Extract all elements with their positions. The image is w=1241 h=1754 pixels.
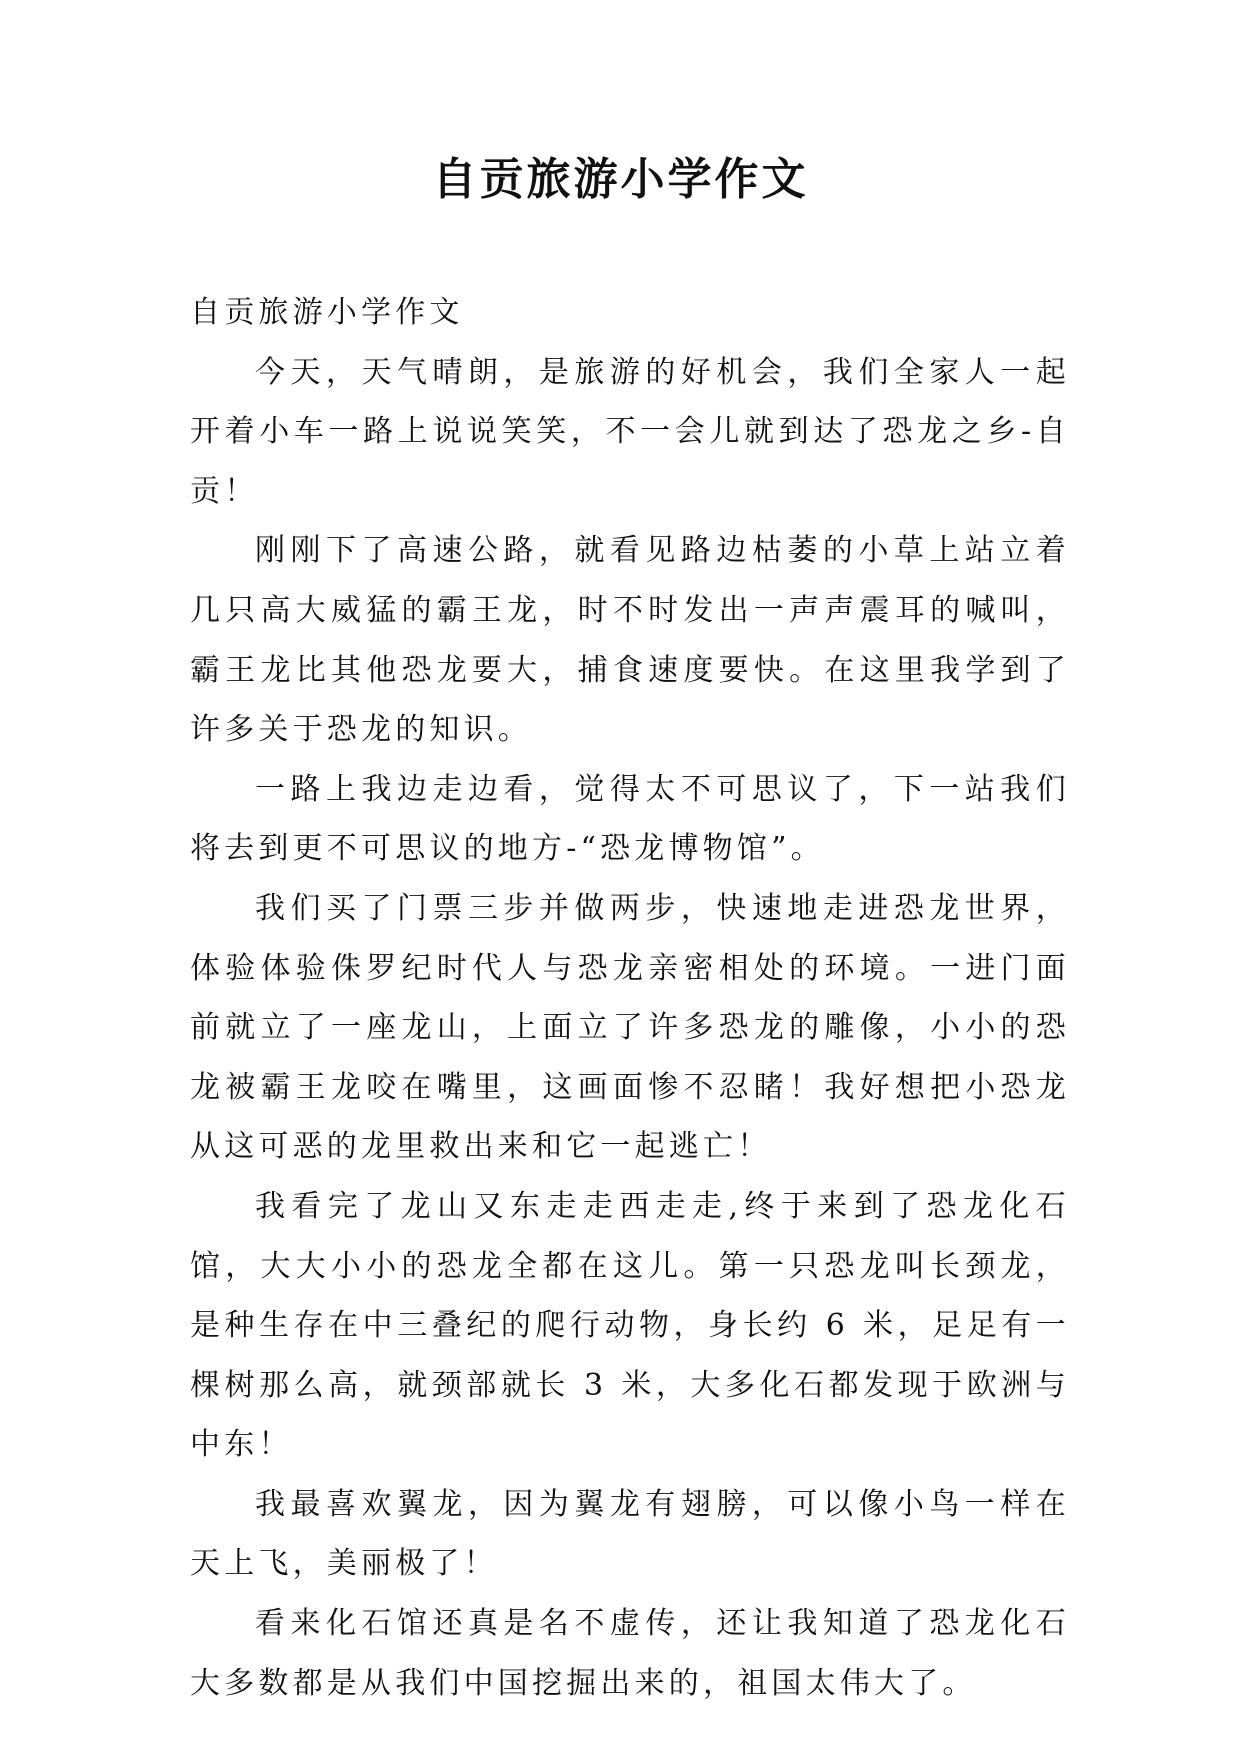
paragraph: 我们买了门票三步并做两步，快速地走进恐龙世界，体验体验侏罗纪时代人与恐龙亲密相处的环境。一进门面前就立了一座龙山，上面立了许多恐龙的雕像，小小的恐龙被霸王龙咬在嘴里，这画面惨不忍睹！我好想把小恐龙从这可恶的龙里救出来和它一起逃亡！: [190, 890, 1070, 1165]
document-subtitle: 自贡旅游小学作文: [190, 295, 464, 330]
paragraph: 我最喜欢翼龙，因为翼龙有翅膀，可以像小鸟一样在天上飞，美丽极了！: [190, 1486, 1070, 1582]
paragraph: 今天，天气晴朗，是旅游的好机会，我们全家人一起开着小车一路上说说笑笑，不一会儿就到达了恐龙之乡-自贡！: [190, 354, 1070, 509]
document-title: 自贡旅游小学作文: [432, 154, 809, 205]
paragraph: 刚刚下了高速公路，就看见路边枯萎的小草上站立着几只高大威猛的霸王龙，时不时发出一声声震耳的喊叫，霸王龙比其他恐龙要大，捕食速度要快。在这里我学到了许多关于恐龙的知识。: [190, 533, 1070, 748]
paragraph: 一路上我边走边看，觉得太不可思议了，下一站我们将去到更不可思议的地方-“恐龙博物馆”。: [190, 771, 1070, 867]
paragraph: 我看完了龙山又东走走西走走,终于来到了恐龙化石馆，大大小小的恐龙全都在这儿。第一只恐龙叫长颈龙，是种生存在中三叠纪的爬行动物，身长约 6 米，足足有一棵树那么高，就颈部就长 3 米，大多化石都发现于欧洲与中东！: [190, 1188, 1070, 1463]
paragraph: 看来化石馆还真是名不虚传，还让我知道了恐龙化石大多数都是从我们中国挖掘出来的，祖国太伟大了。: [190, 1606, 1070, 1701]
document-body: [190, 283, 1070, 1713]
